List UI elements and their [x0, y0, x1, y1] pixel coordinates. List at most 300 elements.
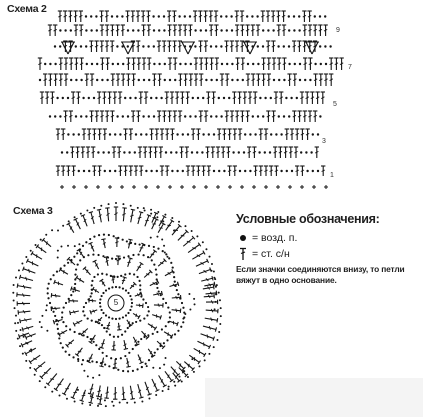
dc-symbol: [147, 322, 157, 331]
chain-dot: [13, 299, 15, 301]
chain-dot: [164, 252, 166, 254]
chain-dot: [136, 276, 138, 278]
chain-dot: [130, 205, 132, 207]
chain-dot: [59, 395, 61, 397]
chain-dot: [74, 283, 76, 285]
dc-symbol: [191, 251, 205, 261]
dc-symbol: [70, 309, 80, 315]
chain-dot: [150, 213, 152, 215]
chain-dot: [156, 287, 158, 289]
legend-item-chain-label: = возд. п.: [252, 232, 298, 244]
chain-dot: [129, 273, 131, 275]
legend-item-chain: [236, 231, 421, 245]
dc-symbol: [201, 276, 213, 283]
chain-dot: [126, 240, 128, 242]
chain-dot: [110, 357, 112, 359]
chain-dot: [209, 256, 211, 258]
chain-dot: [198, 365, 200, 367]
chain-dot: [91, 360, 93, 362]
dc-symbol: [17, 283, 32, 290]
chain-dot: [142, 298, 144, 300]
chain-dot: [102, 312, 104, 314]
dc-symbol: [202, 324, 216, 332]
chain-dot: [220, 315, 222, 317]
chain-dot: [129, 309, 131, 311]
chain-dot: [89, 404, 91, 406]
dc-symbol: [80, 389, 88, 401]
chain-dot: [115, 258, 117, 260]
chain-dot: [180, 326, 182, 328]
chain-dot: [211, 263, 213, 265]
chain-dot: [219, 299, 221, 301]
legend-item-dc: [236, 247, 421, 261]
dc-symbol: [46, 372, 58, 386]
chain-dot: [147, 306, 149, 308]
dc-symbol: [26, 259, 39, 268]
dc-symbol: [135, 262, 144, 272]
chain-dot: [139, 243, 141, 245]
chain-dot: [161, 328, 163, 330]
dc-symbol: [36, 244, 47, 254]
chain-dot: [47, 287, 49, 289]
chain-dot: [148, 359, 150, 361]
chain-dot: [163, 364, 165, 366]
dc-symbol: [163, 370, 173, 382]
chain-dot: [85, 241, 87, 243]
dc-symbol: [170, 224, 181, 236]
chain-dot: [169, 311, 171, 313]
chain-dot: [111, 258, 113, 260]
chain-dot: [101, 324, 103, 326]
chain-dot: [50, 278, 52, 280]
chain-dot: [25, 360, 27, 362]
chain-dot: [90, 395, 92, 397]
chain-dot: [134, 243, 136, 245]
chain-dot: [58, 337, 60, 339]
chain-dot: [162, 250, 164, 252]
chain-dot: [105, 289, 107, 291]
dc-symbol: [93, 260, 101, 270]
chain-dot: [25, 256, 27, 258]
dc-symbol: [66, 338, 76, 347]
double-crochet-icon: [236, 247, 249, 261]
chain-dot: [216, 284, 218, 286]
chain-dot: [167, 306, 169, 308]
scheme-3-title: Схема 3: [13, 205, 53, 217]
chain-dot: [208, 353, 210, 355]
chain-dot: [19, 345, 21, 347]
chain-dot: [109, 334, 111, 336]
dc-symbol: [151, 313, 161, 320]
scheme-2-title: Схема 2: [7, 3, 47, 15]
dc-symbol: [156, 223, 165, 234]
dc-symbol: [121, 208, 127, 222]
dc-symbol: [69, 298, 78, 303]
dc-symbol: [111, 341, 116, 350]
legend-title: Условные обозначения:: [236, 212, 380, 226]
chain-dot: [15, 330, 17, 332]
chain-dot: [122, 239, 124, 241]
chain-dot: [76, 252, 78, 254]
chain-dot: [162, 298, 164, 300]
chain-dot: [111, 317, 113, 319]
dc-symbol: [88, 383, 95, 394]
chain-dot: [74, 400, 76, 402]
dc-symbol: [75, 346, 84, 356]
chain-dot: [160, 294, 162, 296]
chain-dot: [143, 207, 145, 209]
chain-dot: [54, 315, 56, 317]
chain-dot: [74, 331, 76, 333]
dc-symbol: [182, 236, 195, 248]
chain-dot: [168, 257, 170, 259]
dc-symbol: [17, 292, 31, 298]
chain-dot: [61, 316, 63, 318]
dc-symbol: [204, 316, 217, 322]
chain-dot: [77, 360, 79, 362]
dc-symbol: [132, 312, 140, 319]
chain-dot: [98, 374, 100, 376]
chain-dot: [139, 289, 141, 291]
chain-dot: [148, 245, 150, 247]
chain-dot: [156, 236, 158, 238]
chain-dot: [133, 273, 135, 275]
dc-symbol: [105, 321, 111, 329]
chain-dot: [127, 292, 129, 294]
chain-dot: [127, 312, 129, 314]
chain-dot: [87, 254, 89, 256]
motif-center-number: 5: [113, 298, 119, 307]
dc-symbol: [206, 308, 219, 313]
chain-dot: [79, 259, 81, 261]
chain-dot: [132, 348, 134, 350]
chain-dot: [171, 217, 173, 219]
dc-symbol: [40, 366, 53, 379]
dc-symbol: [74, 218, 83, 230]
chain-dot: [22, 353, 24, 355]
chain-dot: [52, 311, 54, 313]
dc-symbol: [122, 340, 128, 350]
dc-symbol: [136, 303, 143, 308]
dc-symbol: [157, 216, 166, 228]
chain-dot: [193, 371, 195, 373]
chain-dot: [125, 314, 127, 316]
dc-symbol: [19, 275, 33, 283]
chain-dot: [60, 245, 62, 247]
chain-dot: [176, 289, 178, 291]
chain-dot: [205, 248, 207, 250]
chain-dot: [45, 234, 47, 236]
chain-dot: [100, 309, 102, 311]
chain-dot: [124, 273, 126, 275]
chain-dot: [57, 328, 59, 330]
chain-dot: [131, 302, 133, 304]
chain-dot: [115, 318, 117, 320]
chain-dot: [178, 376, 180, 378]
row-number-7: 7: [348, 64, 352, 71]
chain-dot: [78, 243, 80, 245]
chain-dot: [99, 305, 101, 307]
chain-dot: [156, 331, 158, 333]
chain-dot: [182, 321, 184, 323]
dc-symbol: [126, 258, 133, 268]
chain-dot: [60, 342, 62, 344]
chain-dot: [14, 307, 16, 309]
dc-symbol: [54, 280, 64, 287]
chain-dot: [111, 286, 113, 288]
chain-dot: [213, 271, 215, 273]
chain-dot: [17, 338, 19, 340]
dc-symbol: [75, 276, 85, 285]
chain-dot: [141, 401, 143, 403]
chain-dot: [125, 289, 127, 291]
chain-dot: [13, 284, 15, 286]
chain-dot: [98, 234, 100, 236]
chain-dot: [26, 342, 28, 344]
chain-dot: [148, 398, 150, 400]
dc-symbol: [116, 323, 121, 330]
chain-dot: [127, 255, 129, 257]
chain-dot: [188, 293, 190, 295]
chain-dot: [52, 274, 54, 276]
chain-dot: [75, 268, 77, 270]
dc-symbol: [172, 295, 181, 300]
dc-symbol: [113, 359, 118, 368]
chain-dot: [181, 381, 183, 383]
chain-dot: [63, 306, 65, 308]
chain-dot: [39, 321, 41, 323]
chain-dot: [56, 323, 58, 325]
chain-dot: [72, 290, 74, 292]
chain-dot: [191, 230, 193, 232]
chain-dot: [14, 322, 16, 324]
chain-dot: [142, 254, 144, 256]
dc-symbol: [136, 384, 144, 399]
chain-dot: [93, 207, 95, 209]
dc-symbol: [54, 377, 65, 391]
chain-dot: [152, 333, 154, 335]
dc-symbol: [89, 212, 96, 225]
dc-symbol: [205, 291, 216, 296]
dc-symbol: [164, 220, 174, 232]
chain-dot: [15, 277, 17, 279]
chain-dot: [215, 286, 217, 288]
chain-dot: [89, 238, 91, 240]
chain-dot: [115, 286, 117, 288]
chain-dot: [56, 271, 58, 273]
dc-symbol: [83, 267, 92, 277]
chain-dot: [143, 317, 145, 319]
chain-dot: [210, 270, 212, 272]
chain-dot: [147, 256, 149, 258]
chain-dot: [29, 367, 31, 369]
chain-dot: [99, 298, 101, 300]
dc-symbol: [150, 378, 159, 391]
dc-symbol: [105, 208, 111, 222]
chain-dot: [126, 402, 128, 404]
chain-dot: [172, 266, 174, 268]
chain-dot: [98, 348, 100, 350]
chain-dot: [155, 274, 157, 276]
chain-dot: [108, 287, 110, 289]
chain-dot: [184, 313, 186, 315]
chain-dot: [62, 225, 64, 227]
chain-dot: [104, 363, 106, 365]
chain-dot: [102, 292, 104, 294]
chain-dot: [147, 334, 149, 336]
chain-dot: [153, 264, 155, 266]
dc-symbol: [121, 387, 126, 400]
chain-dot: [153, 246, 155, 248]
chain-dot: [137, 207, 139, 209]
chain-dot: [189, 309, 191, 311]
dc-symbol: [195, 259, 208, 268]
dc-symbol: [129, 209, 136, 222]
dc-symbol: [20, 317, 32, 323]
dc-symbol: [67, 223, 76, 234]
chain-dot: [193, 298, 195, 300]
dc-symbol: [157, 259, 167, 268]
chain-dot: [124, 355, 126, 357]
chain-dot: [219, 323, 221, 325]
chain-dot: [90, 295, 92, 297]
dc-symbol: [125, 319, 132, 327]
chain-dot: [57, 256, 59, 258]
chain-dot: [73, 256, 75, 258]
chain-dot: [30, 348, 32, 350]
chain-dot: [40, 239, 42, 241]
chain-dot: [169, 316, 171, 318]
chain-dot: [68, 220, 70, 222]
dc-symbol: [89, 298, 96, 303]
chain-dot: [181, 302, 183, 304]
chain-dot: [139, 284, 141, 286]
chain-dot: [130, 305, 132, 307]
dc-symbol: [17, 301, 30, 305]
chain-dot: [117, 276, 119, 278]
dc-symbol: [42, 238, 53, 248]
chain-dot: [122, 287, 124, 289]
dc-symbol: [157, 374, 167, 387]
chain-dot: [67, 262, 69, 264]
chain-dot: [87, 375, 89, 377]
chain-dot: [165, 253, 167, 255]
chain-dot: [20, 329, 22, 331]
chain-dot: [15, 315, 17, 317]
chain-dot: [91, 280, 93, 282]
chain-dot: [174, 385, 176, 387]
chain-dot: [68, 354, 70, 356]
chain-dot: [137, 341, 139, 343]
dc-symbol: [193, 347, 206, 357]
chain-dot: [105, 405, 107, 407]
chain-dot: [174, 333, 176, 335]
chain-dot: [82, 359, 84, 361]
chain-dot: [91, 284, 93, 286]
dc-symbol: [143, 270, 153, 279]
chain-dot: [63, 264, 65, 266]
chain-dot: [150, 209, 152, 211]
chain-dot: [103, 327, 105, 329]
chain-dot: [77, 358, 79, 360]
chain-dot: [80, 213, 82, 215]
chain-dot: [102, 352, 104, 354]
chain-dot: [119, 402, 121, 404]
chain-dot: [74, 274, 76, 276]
chain-dot: [214, 308, 216, 310]
chain-dot: [150, 237, 152, 239]
chain-dot: [165, 302, 167, 304]
dc-symbol: [58, 328, 68, 336]
chain-dot: [143, 336, 145, 338]
dc-symbol: [204, 294, 215, 299]
chain-dot: [165, 325, 167, 327]
chain-dot: [174, 281, 176, 283]
chain-dot: [96, 361, 98, 363]
chain-dot: [196, 235, 198, 237]
chain-dot: [83, 306, 85, 308]
chain-dot: [178, 221, 180, 223]
chain-dot: [97, 397, 99, 399]
dc-symbol: [92, 287, 100, 294]
chain-dot: [82, 310, 84, 312]
chain-dot: [41, 326, 43, 328]
chain-dot: [218, 292, 220, 294]
chain-dot: [30, 250, 32, 252]
dc-symbol: [187, 243, 201, 255]
chain-dot: [188, 364, 190, 366]
chain-dot: [21, 262, 23, 264]
dc-symbol: [164, 269, 174, 277]
chain-dot: [163, 245, 165, 247]
chain-dot: [113, 235, 115, 237]
dc-symbol: [51, 293, 60, 298]
chain-dot: [93, 276, 95, 278]
chain-dot: [120, 357, 122, 359]
chain-dot: [39, 380, 41, 382]
chain-dot: [132, 370, 134, 372]
dc-symbol: [73, 318, 83, 326]
dc-symbol: [148, 250, 157, 260]
chain-dot: [213, 346, 215, 348]
dc-symbol: [81, 215, 89, 227]
chain-dot: [65, 302, 67, 304]
chain-dot: [132, 322, 134, 324]
dc-symbol: [163, 330, 173, 338]
row-number-3: 3: [322, 138, 326, 145]
dc-symbol: [136, 354, 144, 364]
chain-dot: [183, 370, 185, 372]
chain-dot: [61, 311, 63, 313]
dc-symbol: [25, 332, 36, 340]
chain-dot: [145, 302, 147, 304]
chain-dot: [44, 386, 46, 388]
dc-symbol: [197, 339, 211, 349]
dc-symbol: [23, 267, 37, 276]
chain-dot: [191, 358, 193, 360]
chain-dot: [157, 248, 159, 250]
chain-dot: [74, 245, 76, 247]
chain-dot: [213, 277, 215, 279]
chain-dot: [51, 229, 53, 231]
chain-dot: [47, 297, 49, 299]
chain-dot: [123, 256, 125, 258]
chain-dot: [156, 283, 158, 285]
chain-dot: [108, 234, 110, 236]
chain-dot: [105, 314, 107, 316]
chain-dot: [70, 294, 72, 296]
chain-dot: [151, 259, 153, 261]
